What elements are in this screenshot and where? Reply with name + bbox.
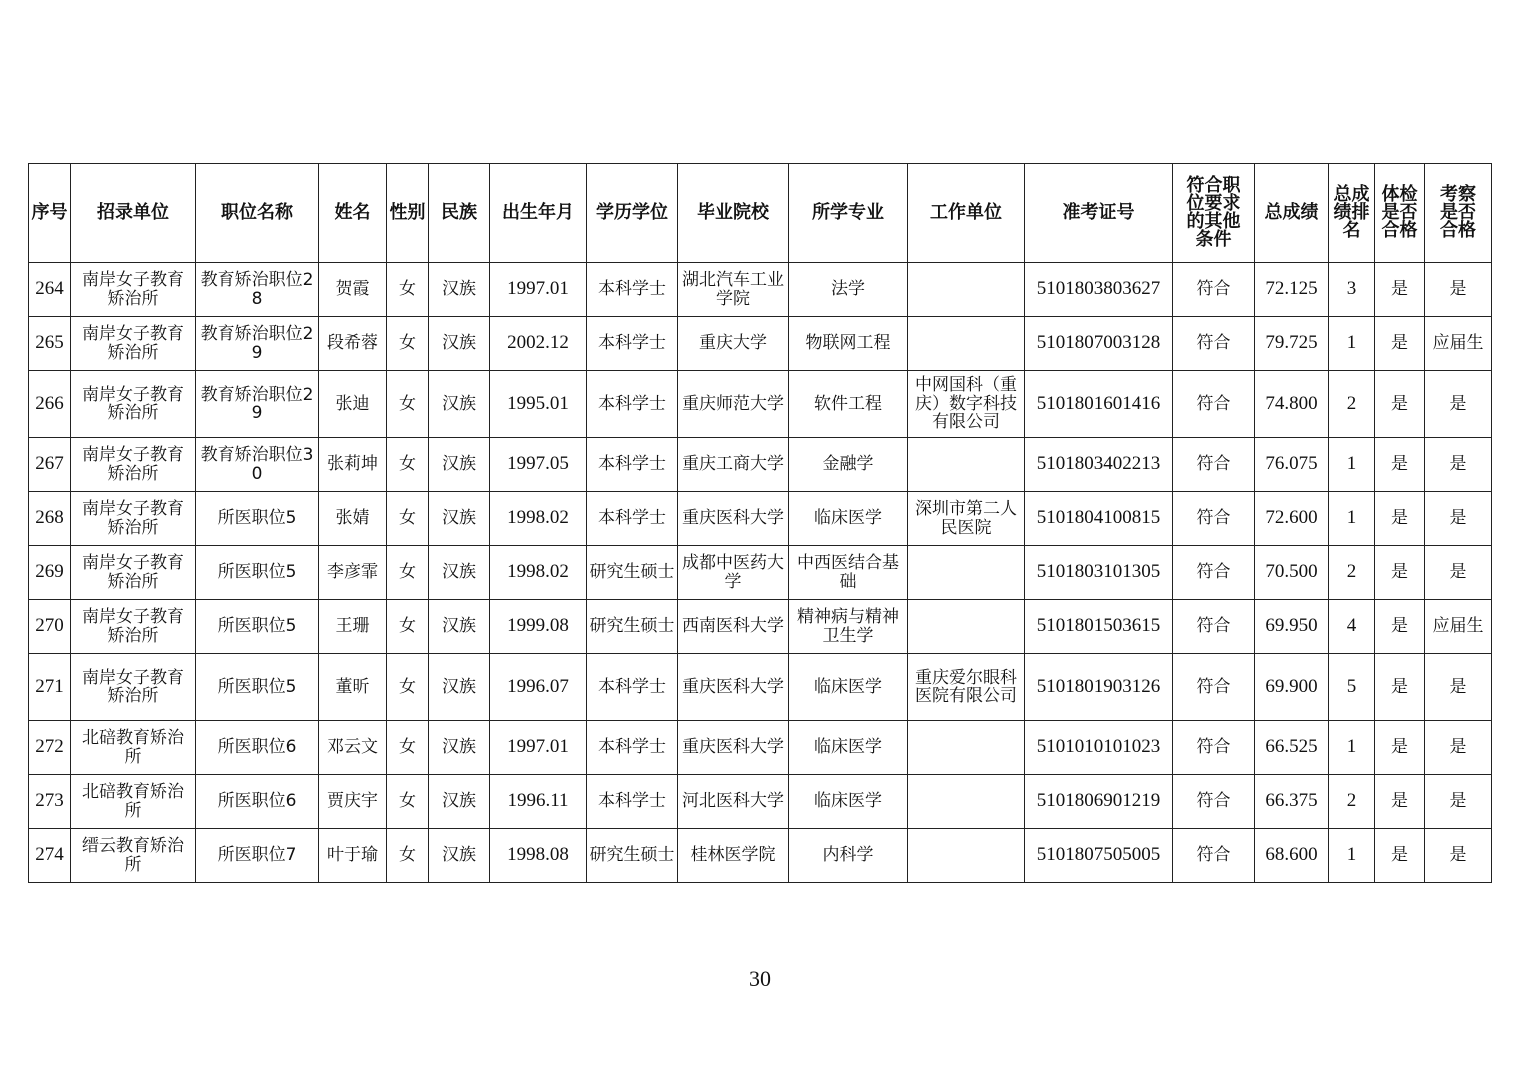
rank-cell: 2 [1329,371,1375,438]
other-requirements-cell: 符合 [1173,371,1255,438]
header-degree: 学历学位 [587,164,678,263]
unit-cell: 南岸女子教育矫治所 [71,600,196,654]
score-cell: 68.600 [1255,829,1329,883]
score-cell: 69.950 [1255,600,1329,654]
major-cell: 中西医结合基础 [789,546,908,600]
gender-cell: 女 [387,317,429,371]
seq-cell: 264 [29,263,71,317]
degree-cell: 本科学士 [587,721,678,775]
seq-cell: 273 [29,775,71,829]
birth-cell: 1997.05 [490,438,587,492]
header-major: 所学专业 [789,164,908,263]
review-cell: 是 [1425,263,1492,317]
physical-exam-cell: 是 [1375,492,1425,546]
other-requirements-cell: 符合 [1173,829,1255,883]
header-birth: 出生年月 [490,164,587,263]
name-cell: 贺霞 [319,263,387,317]
header-employer: 工作单位 [908,164,1025,263]
score-cell: 66.525 [1255,721,1329,775]
gender-cell: 女 [387,438,429,492]
unit-cell: 北碚教育矫治所 [71,721,196,775]
employer-cell [908,438,1025,492]
employer-cell [908,600,1025,654]
rank-cell: 5 [1329,654,1375,721]
birth-cell: 1998.02 [490,546,587,600]
position-cell: 所医职位5 [196,546,319,600]
ethnicity-cell: 汉族 [429,317,490,371]
physical-exam-cell: 是 [1375,438,1425,492]
header-seq: 序号 [29,164,71,263]
employer-cell [908,317,1025,371]
review-cell: 应届生 [1425,600,1492,654]
position-cell: 教育矫治职位29 [196,371,319,438]
school-cell: 桂林医学院 [678,829,789,883]
score-cell: 76.075 [1255,438,1329,492]
seq-cell: 271 [29,654,71,721]
header-score: 总成绩 [1255,164,1329,263]
physical-exam-cell: 是 [1375,317,1425,371]
table-row [29,600,1492,654]
birth-cell: 2002.12 [490,317,587,371]
review-cell: 应届生 [1425,317,1492,371]
other-requirements-cell: 符合 [1173,492,1255,546]
position-cell: 教育矫治职位29 [196,317,319,371]
birth-cell: 1996.07 [490,654,587,721]
rank-cell: 1 [1329,492,1375,546]
exam-no-cell: 5101806901219 [1025,775,1173,829]
major-cell: 临床医学 [789,492,908,546]
gender-cell: 女 [387,263,429,317]
employer-cell [908,775,1025,829]
school-cell: 重庆大学 [678,317,789,371]
unit-cell: 南岸女子教育矫治所 [71,317,196,371]
unit-cell: 南岸女子教育矫治所 [71,654,196,721]
degree-cell: 本科学士 [587,317,678,371]
table-row [29,492,1492,546]
seq-cell: 269 [29,546,71,600]
results-table-container [28,163,1492,883]
gender-cell: 女 [387,492,429,546]
other-requirements-cell: 符合 [1173,721,1255,775]
name-cell: 李彦霏 [319,546,387,600]
header-other-requirements: 符合职位要求的其他条件 [1173,164,1255,263]
school-cell: 重庆师范大学 [678,371,789,438]
employer-cell: 中网国科（重庆）数字科技有限公司 [908,371,1025,438]
seq-cell: 267 [29,438,71,492]
major-cell: 软件工程 [789,371,908,438]
employer-cell [908,829,1025,883]
employer-cell [908,721,1025,775]
header-exam-no: 准考证号 [1025,164,1173,263]
degree-cell: 研究生硕士 [587,600,678,654]
school-cell: 重庆医科大学 [678,721,789,775]
header-physical-exam: 体检是否合格 [1375,164,1425,263]
position-cell: 所医职位7 [196,829,319,883]
table-body [29,263,1492,883]
header-ethnicity: 民族 [429,164,490,263]
seq-cell: 265 [29,317,71,371]
physical-exam-cell: 是 [1375,829,1425,883]
physical-exam-cell: 是 [1375,371,1425,438]
seq-cell: 266 [29,371,71,438]
name-cell: 张婧 [319,492,387,546]
position-cell: 所医职位5 [196,600,319,654]
gender-cell: 女 [387,721,429,775]
physical-exam-cell: 是 [1375,263,1425,317]
degree-cell: 研究生硕士 [587,546,678,600]
review-cell: 是 [1425,546,1492,600]
name-cell: 张莉坤 [319,438,387,492]
other-requirements-cell: 符合 [1173,317,1255,371]
employer-cell: 深圳市第二人民医院 [908,492,1025,546]
gender-cell: 女 [387,600,429,654]
ethnicity-cell: 汉族 [429,829,490,883]
school-cell: 重庆医科大学 [678,492,789,546]
table-row [29,654,1492,721]
major-cell: 临床医学 [789,654,908,721]
ethnicity-cell: 汉族 [429,546,490,600]
physical-exam-cell: 是 [1375,546,1425,600]
school-cell: 成都中医药大学 [678,546,789,600]
review-cell: 是 [1425,829,1492,883]
score-cell: 69.900 [1255,654,1329,721]
name-cell: 邓云文 [319,721,387,775]
other-requirements-cell: 符合 [1173,546,1255,600]
rank-cell: 2 [1329,546,1375,600]
score-cell: 70.500 [1255,546,1329,600]
birth-cell: 1995.01 [490,371,587,438]
review-cell: 是 [1425,492,1492,546]
header-school: 毕业院校 [678,164,789,263]
rank-cell: 1 [1329,317,1375,371]
exam-no-cell: 5101801503615 [1025,600,1173,654]
header-name: 姓名 [319,164,387,263]
unit-cell: 缙云教育矫治所 [71,829,196,883]
header-rank: 总成绩排名 [1329,164,1375,263]
birth-cell: 1998.08 [490,829,587,883]
major-cell: 内科学 [789,829,908,883]
header-review: 考察是否合格 [1425,164,1492,263]
name-cell: 段希蓉 [319,317,387,371]
rank-cell: 3 [1329,263,1375,317]
position-cell: 教育矫治职位28 [196,263,319,317]
seq-cell: 272 [29,721,71,775]
page-number: 30 [749,966,771,991]
score-cell: 66.375 [1255,775,1329,829]
table-row [29,546,1492,600]
review-cell: 是 [1425,371,1492,438]
major-cell: 金融学 [789,438,908,492]
exam-no-cell: 5101807003128 [1025,317,1173,371]
physical-exam-cell: 是 [1375,775,1425,829]
degree-cell: 本科学士 [587,263,678,317]
gender-cell: 女 [387,775,429,829]
table-row [29,775,1492,829]
physical-exam-cell: 是 [1375,600,1425,654]
table-row [29,263,1492,317]
gender-cell: 女 [387,371,429,438]
other-requirements-cell: 符合 [1173,775,1255,829]
ethnicity-cell: 汉族 [429,371,490,438]
results-table [28,163,1492,883]
ethnicity-cell: 汉族 [429,775,490,829]
ethnicity-cell: 汉族 [429,600,490,654]
degree-cell: 本科学士 [587,371,678,438]
position-cell: 所医职位5 [196,492,319,546]
score-cell: 74.800 [1255,371,1329,438]
seq-cell: 270 [29,600,71,654]
name-cell: 王珊 [319,600,387,654]
unit-cell: 南岸女子教育矫治所 [71,492,196,546]
degree-cell: 本科学士 [587,654,678,721]
name-cell: 叶于瑜 [319,829,387,883]
major-cell: 精神病与精神卫生学 [789,600,908,654]
degree-cell: 本科学士 [587,492,678,546]
other-requirements-cell: 符合 [1173,600,1255,654]
ethnicity-cell: 汉族 [429,721,490,775]
birth-cell: 1996.11 [490,775,587,829]
position-cell: 所医职位6 [196,721,319,775]
ethnicity-cell: 汉族 [429,438,490,492]
major-cell: 临床医学 [789,721,908,775]
physical-exam-cell: 是 [1375,654,1425,721]
position-cell: 所医职位5 [196,654,319,721]
header-gender: 性别 [387,164,429,263]
table-header-row [29,164,1492,263]
ethnicity-cell: 汉族 [429,263,490,317]
exam-no-cell: 5101803101305 [1025,546,1173,600]
ethnicity-cell: 汉族 [429,492,490,546]
school-cell: 重庆工商大学 [678,438,789,492]
review-cell: 是 [1425,438,1492,492]
degree-cell: 研究生硕士 [587,829,678,883]
exam-no-cell: 5101010101023 [1025,721,1173,775]
ethnicity-cell: 汉族 [429,654,490,721]
seq-cell: 268 [29,492,71,546]
other-requirements-cell: 符合 [1173,438,1255,492]
header-unit: 招录单位 [71,164,196,263]
unit-cell: 南岸女子教育矫治所 [71,263,196,317]
gender-cell: 女 [387,546,429,600]
birth-cell: 1997.01 [490,263,587,317]
major-cell: 法学 [789,263,908,317]
major-cell: 临床医学 [789,775,908,829]
table-row [29,371,1492,438]
seq-cell: 274 [29,829,71,883]
position-cell: 所医职位6 [196,775,319,829]
gender-cell: 女 [387,829,429,883]
degree-cell: 本科学士 [587,775,678,829]
unit-cell: 南岸女子教育矫治所 [71,371,196,438]
exam-no-cell: 5101801903126 [1025,654,1173,721]
name-cell: 贾庆宇 [319,775,387,829]
exam-no-cell: 5101804100815 [1025,492,1173,546]
employer-cell: 重庆爱尔眼科医院有限公司 [908,654,1025,721]
other-requirements-cell: 符合 [1173,654,1255,721]
birth-cell: 1997.01 [490,721,587,775]
score-cell: 72.125 [1255,263,1329,317]
exam-no-cell: 5101807505005 [1025,829,1173,883]
physical-exam-cell: 是 [1375,721,1425,775]
birth-cell: 1999.08 [490,600,587,654]
gender-cell: 女 [387,654,429,721]
rank-cell: 2 [1329,775,1375,829]
unit-cell: 南岸女子教育矫治所 [71,546,196,600]
exam-no-cell: 5101803803627 [1025,263,1173,317]
review-cell: 是 [1425,775,1492,829]
table-row [29,438,1492,492]
name-cell: 张迪 [319,371,387,438]
school-cell: 西南医科大学 [678,600,789,654]
school-cell: 湖北汽车工业学院 [678,263,789,317]
review-cell: 是 [1425,654,1492,721]
score-cell: 72.600 [1255,492,1329,546]
name-cell: 董昕 [319,654,387,721]
employer-cell [908,263,1025,317]
table-row [29,317,1492,371]
employer-cell [908,546,1025,600]
unit-cell: 南岸女子教育矫治所 [71,438,196,492]
exam-no-cell: 5101801601416 [1025,371,1173,438]
rank-cell: 1 [1329,829,1375,883]
rank-cell: 4 [1329,600,1375,654]
rank-cell: 1 [1329,721,1375,775]
score-cell: 79.725 [1255,317,1329,371]
table-row [29,829,1492,883]
major-cell: 物联网工程 [789,317,908,371]
unit-cell: 北碚教育矫治所 [71,775,196,829]
degree-cell: 本科学士 [587,438,678,492]
birth-cell: 1998.02 [490,492,587,546]
position-cell: 教育矫治职位30 [196,438,319,492]
review-cell: 是 [1425,721,1492,775]
table-row [29,721,1492,775]
school-cell: 河北医科大学 [678,775,789,829]
other-requirements-cell: 符合 [1173,263,1255,317]
rank-cell: 1 [1329,438,1375,492]
exam-no-cell: 5101803402213 [1025,438,1173,492]
school-cell: 重庆医科大学 [678,654,789,721]
header-position: 职位名称 [196,164,319,263]
